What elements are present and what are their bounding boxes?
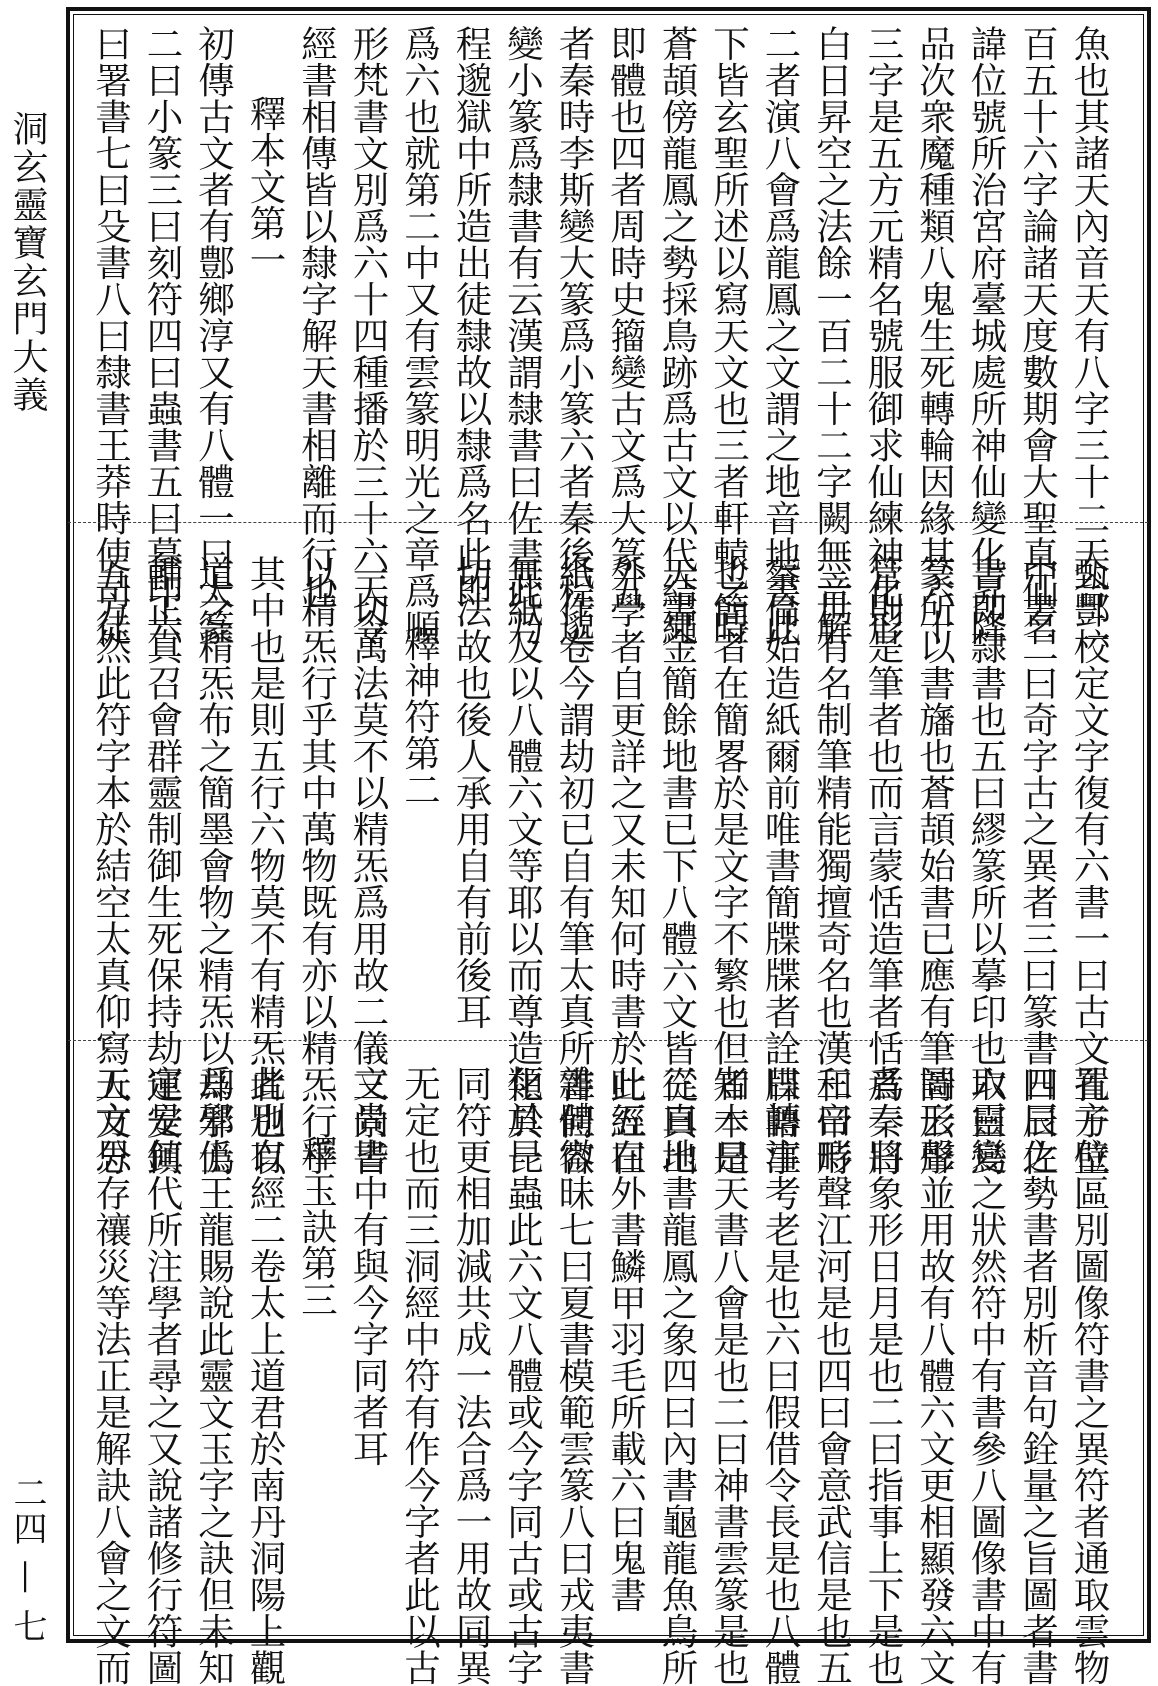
text-column: 變小篆爲隸書有云漢謂隸書曰佐書此乃 bbox=[501, 25, 545, 646]
text-column: 外學者自更詳之又未知何時書於此經在 bbox=[604, 555, 648, 1176]
text-column: 輔正真召會群靈制御生死保持劫運安鎮 bbox=[141, 555, 184, 1176]
text-column: 也簡者在簡畧於是文字不繁也但知本是 bbox=[707, 555, 751, 1176]
text-column: 曰署書七曰殳書八曰隸書王莽時使司徒 bbox=[89, 25, 133, 646]
text-column: 定是何代所注學者尋之又說諸修行符圖 bbox=[141, 1065, 184, 1686]
text-column: 書即隸書也五曰繆篆所以摹印也六曰鳥 bbox=[965, 555, 1008, 1176]
text-column: 中書二曰奇字古之異者三曰篆書四曰佐 bbox=[1016, 555, 1060, 1176]
text-block-2 bbox=[89, 555, 1115, 1176]
text-column: 百五十六字論諸天度數期會大聖真仙名 bbox=[1016, 25, 1060, 646]
text-column: 道之精炁布之簡墨會物之精炁以却邪僞 bbox=[192, 555, 236, 1176]
text-column: 蔡倫始造紙爾前唯書簡牒牒者詮牒語事 bbox=[759, 555, 802, 1176]
text-column: 品次衆魔種類八鬼生死轉輪因緣其六十 bbox=[913, 25, 957, 646]
text-column: 二者演八會爲龍鳳之文謂之地音地書此 bbox=[759, 25, 802, 646]
text-column: 者一曰天書八會是也二曰神書雲篆是也 bbox=[707, 1065, 751, 1686]
text-column: 爲六也就第二中又有雲篆明光之章爲順 bbox=[398, 25, 442, 646]
text-column: 曰轉注考老是也六曰假借令長是也八體 bbox=[759, 1065, 802, 1686]
text-column: 雜體微昧七曰夏書模範雲篆八曰戎夷書 bbox=[553, 1065, 596, 1686]
text-column: 紙作卷今謂劫初已自有筆太真所書何容 bbox=[553, 555, 596, 1176]
text-column: 三曰形聲江河是也四曰會意武信是也五 bbox=[810, 1065, 854, 1686]
text-column: 管則是筆者也而言蒙恬造筆者恬爲秦將 bbox=[862, 555, 905, 1176]
text-column: 三字是五方元精名號服御求仙練神化形 bbox=[862, 25, 905, 646]
section-heading: 釋神符第二 bbox=[398, 625, 442, 808]
text-column: 甄酆校定文字復有六書一曰古文孔子壁 bbox=[1068, 555, 1111, 1176]
text-column: 經書相傳皆以隸字解天書相離而行也 bbox=[295, 25, 339, 609]
text-column: 其中也是則五行六物莫不有精炁者也以 bbox=[244, 555, 287, 1176]
text-column: 白日昇空之法餘一百二十二字闕無音解 bbox=[810, 25, 854, 646]
text-column: 一切萬法莫不以精炁爲用故二儀三景皆 bbox=[347, 555, 390, 1176]
section-heading: 釋本文第一 bbox=[244, 95, 287, 278]
text-column: 無紙及以八體六文等耶以而尊造化具一 bbox=[501, 555, 545, 1176]
book-title: 洞玄靈寶玄門大義 bbox=[7, 110, 48, 414]
text-column: 圖形聲並用故有八體六文更相顯發六文 bbox=[913, 1065, 957, 1686]
text-column: 初傳古文者有鄷鄉淳又有八體一曰大篆 bbox=[192, 25, 236, 646]
text-column: 者一曰象形日月是也二曰指事上下是也 bbox=[862, 1065, 905, 1686]
text-column: 蒼頡傍龍鳳之勢採鳥跡爲古文以代結繩 bbox=[656, 25, 699, 646]
text-column: 以精炁行乎其中萬物既有亦以精炁行乎 bbox=[295, 555, 339, 1176]
text-column: 三曰地書龍鳳之象四曰內書龜龍魚鳥所 bbox=[656, 1065, 699, 1686]
text-column: 三世有名制筆精能獨擅奇名也漢和帝時 bbox=[810, 555, 854, 1176]
text-column: 天書金簡餘地書已下八體六文皆從真出 bbox=[656, 555, 699, 1176]
text-column: 吐五曰外書鱗甲羽毛所載六曰鬼書 bbox=[604, 1065, 648, 1613]
text-column: 取靈變之狀然符中有書參八圖像書中有 bbox=[965, 1065, 1008, 1686]
text-column: 即體也四者周時史籀變古文爲大篆五 bbox=[604, 25, 648, 609]
text-column: 諱位號所治宮府臺城處所神仙變化昇降 bbox=[965, 25, 1008, 646]
text-column: 下皆玄聖所述以寫天文也三者軒轅之時 bbox=[707, 25, 751, 646]
text-column: 此別有經二卷太上道君於南丹洞陽上觀 bbox=[244, 1065, 287, 1686]
text-column: 五方然此符字本於結空太真仰寫天文分 bbox=[89, 555, 133, 1176]
text-column: 二曰小篆三曰刻符四曰蟲書五曰摹印六 bbox=[141, 25, 184, 646]
text-column: 置方位區別圖像符書之異符者通取雲物 bbox=[1068, 1065, 1111, 1686]
text-column: 者秦時李斯變大篆爲小篆六者秦後程邈 bbox=[553, 25, 596, 646]
text-column: 无定也而三洞經中符有作今字者此以古 bbox=[398, 1065, 442, 1686]
text-column: 爲學士王龍賜說此靈文玉字之訣但未知 bbox=[192, 1065, 236, 1686]
block-separator bbox=[68, 1040, 1148, 1041]
text-column: 類於昆蟲此六文八體或今字同古或古字 bbox=[501, 1065, 545, 1686]
text-block-3 bbox=[89, 1065, 1115, 1686]
text-column: 文尚書中有與今字同者耳 bbox=[347, 1065, 390, 1467]
section-heading: 釋玉訣第三 bbox=[295, 1135, 339, 1318]
text-column: 魚也其諸天內音天有八字三十二天合二 bbox=[1068, 25, 1111, 646]
block-separator bbox=[68, 522, 1148, 523]
text-column: 同符更相加減共成一法合爲一用故同異 bbox=[450, 1065, 493, 1686]
text-column: 形梵書文別爲六十四種播於三十六天令 bbox=[347, 25, 390, 646]
page-number: 二四 — 七 bbox=[7, 1475, 47, 1645]
text-column: 切法故也後人承用自有前後耳 bbox=[450, 555, 493, 1030]
text-block-1 bbox=[89, 25, 1115, 646]
text-column: 五方思存禳災等法正是解訣八會之文而 bbox=[89, 1065, 133, 1686]
text-column: 日辰之勢書者別析音句銓量之旨圖者書 bbox=[1016, 1065, 1060, 1686]
text-column: 篆所以書旛也蒼頡始書已應有筆詩云彤 bbox=[913, 555, 957, 1176]
text-column: 程邈獄中所造出徒隸故以隸爲名此即 bbox=[450, 25, 493, 609]
